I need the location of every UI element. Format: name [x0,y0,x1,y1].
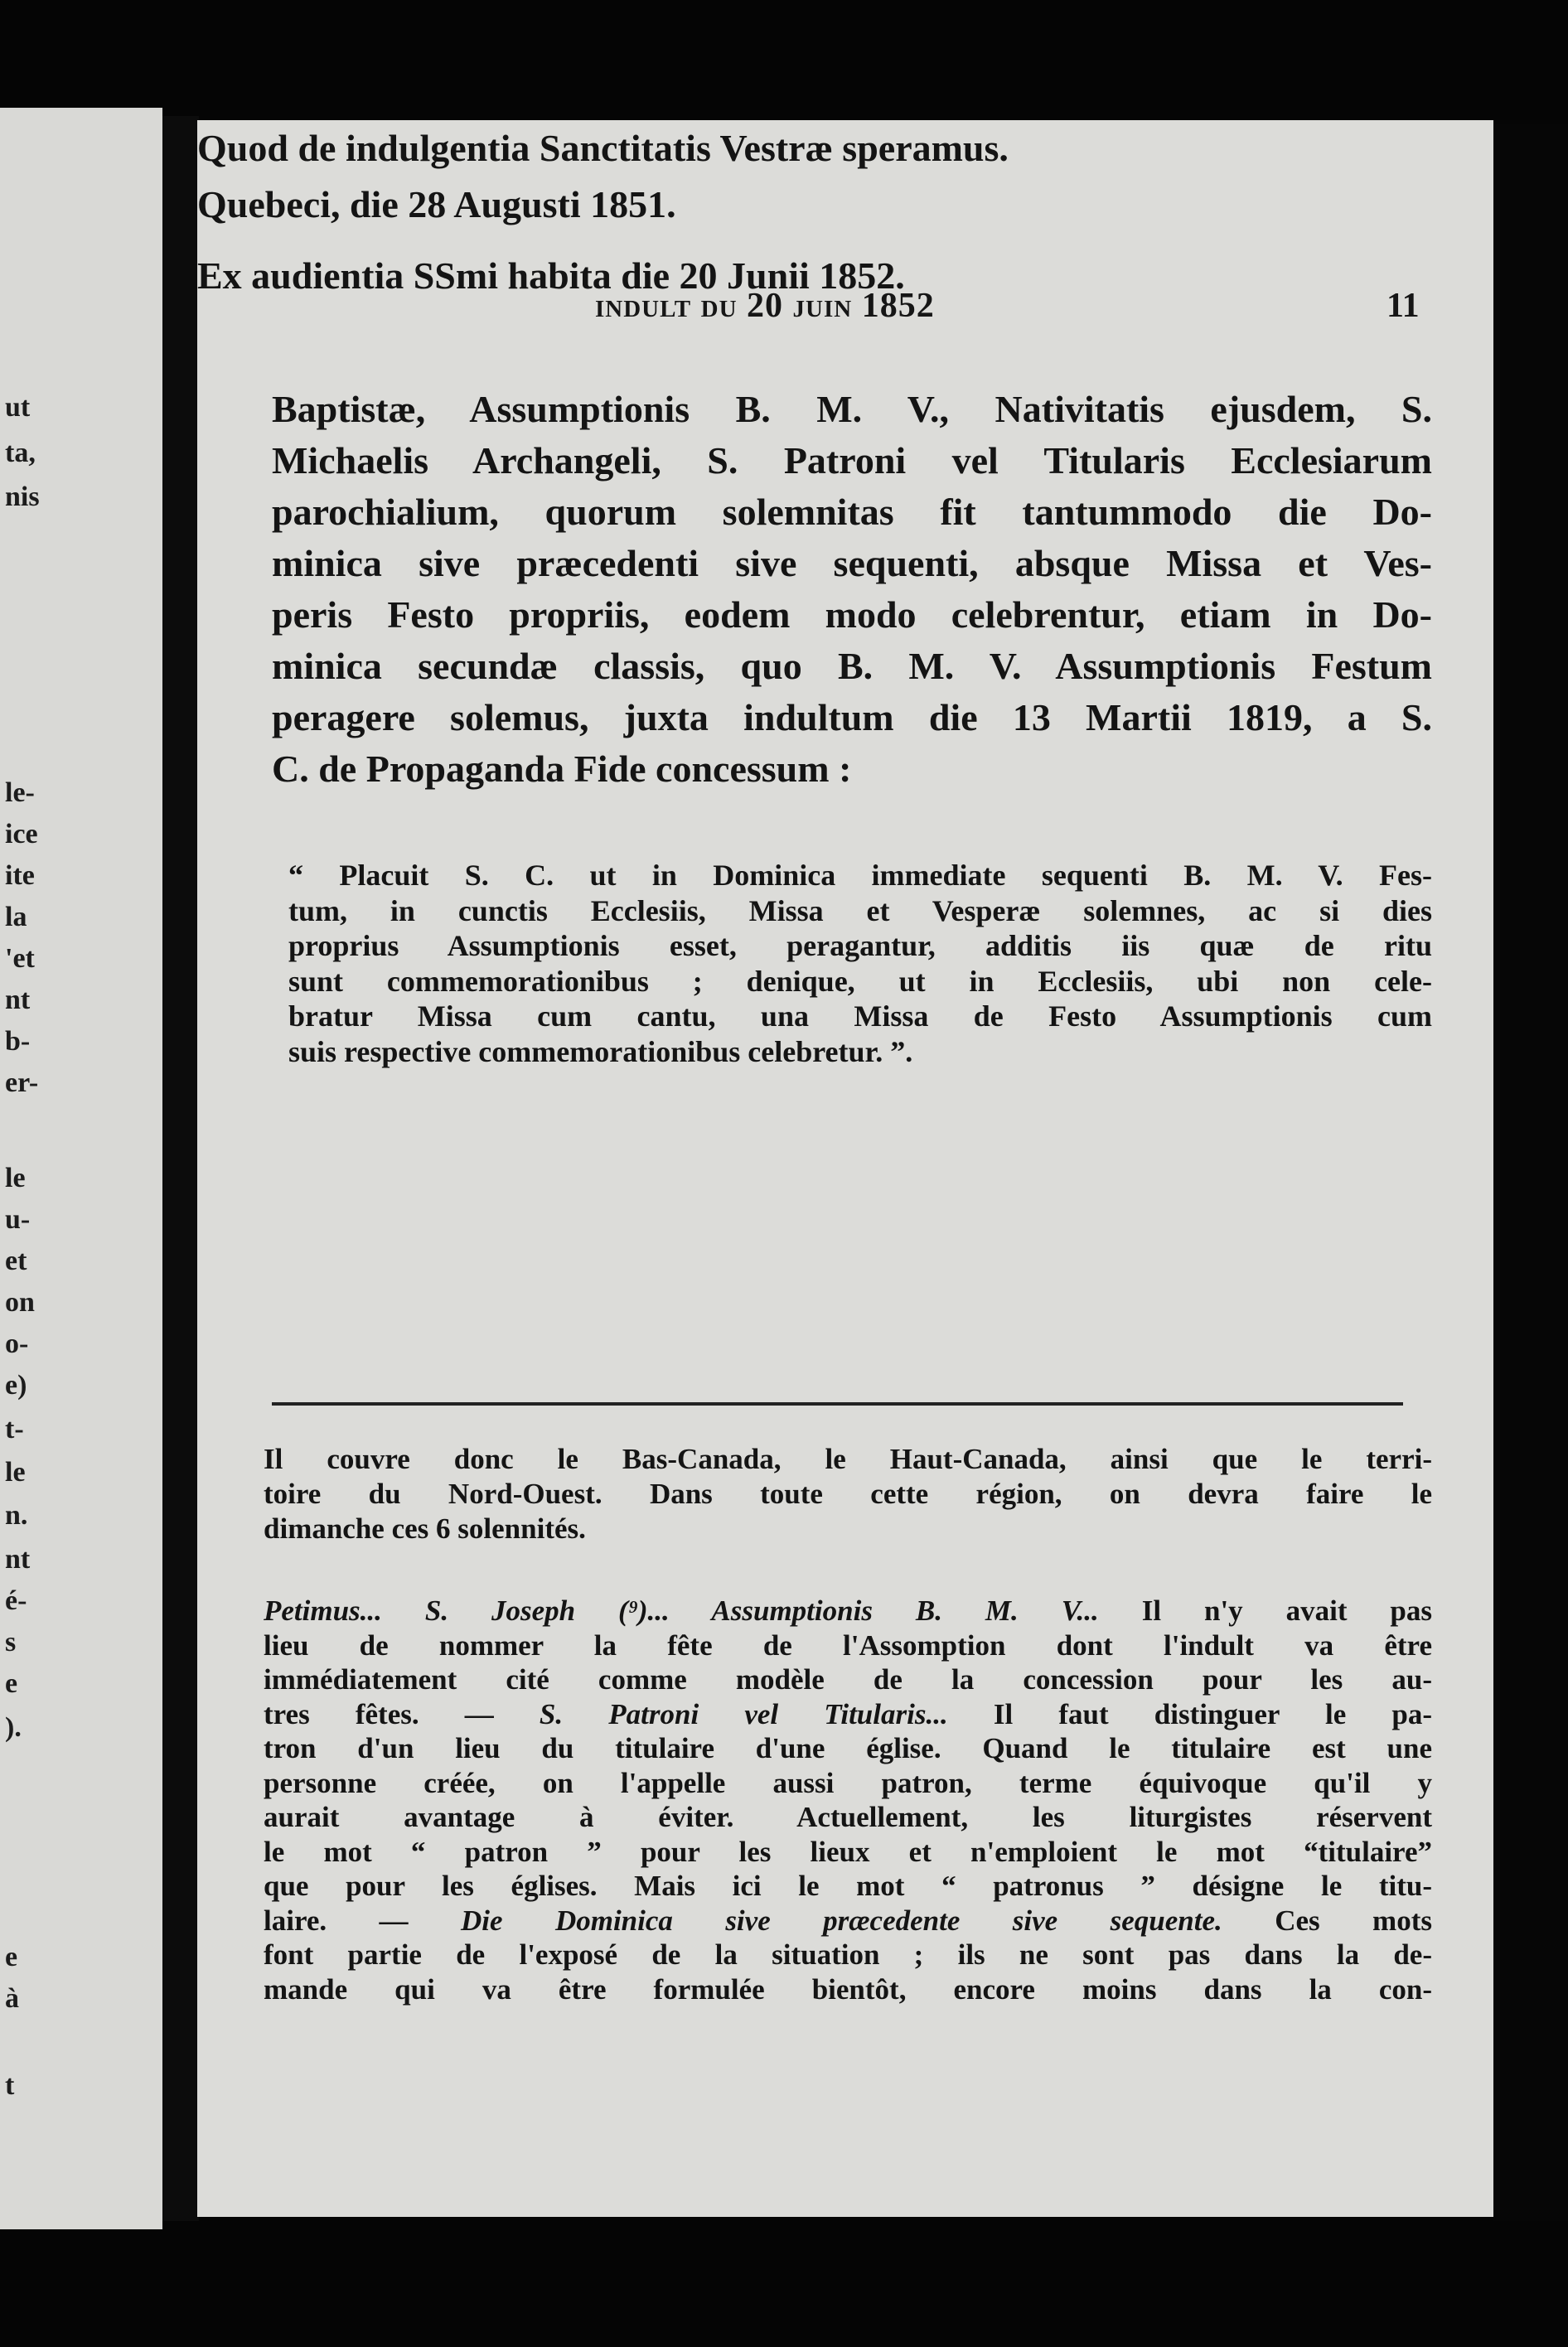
commentary-paragraph-1 [264,1442,1432,1546]
prev-fragment: e [5,1668,18,1699]
quote-line: proprius Assumptionis esset, peragantur, additis iis quæ de ritu [288,929,1432,962]
prev-fragment: 'et [5,943,35,974]
note-italic: S. Patroni vel Titularis... [539,1697,948,1730]
note-line: lieu de nommer la fête de l'Assomption dont l'indult va être [264,1628,1432,1662]
prev-fragment: le [5,1457,26,1488]
running-head [595,286,935,326]
note-line: dimanche ces 6 solennités. [264,1512,586,1545]
running-head-day: 20 [747,287,784,325]
quote-line: sunt commemorationibus ; denique, ut in Ecclesiis, ubi non cele- [288,964,1432,998]
book-gutter [162,116,199,2221]
note-line: font partie de l'exposé de la situation ; ils ne sont pas dans la de- [264,1938,1432,1971]
text-line: minica secundæ classis, quo B. M. V. Assumptionis Festum [272,645,1432,687]
note-line: que pour les églises. Mais ici le mot “ patronus ” désigne le titu- [264,1870,1432,1902]
closing-line: Quod de indulgentia Sanctitatis Vestræ speramus. [197,127,1009,169]
quote-line: suis respective commemorationibus celebretur. ”. [288,1034,913,1068]
text-line: Baptistæ, Assumptionis B. M. V., Nativitatis ejusdem, S. [272,388,1432,430]
footnote-divider [272,1402,1403,1406]
prev-fragment: ut [5,392,31,423]
running-head-text: indult du [595,287,738,325]
text-line: Michaelis Archangeli, S. Patroni vel Titularis Ecclesiarum [272,439,1432,481]
note-line: Il couvre donc le Bas-Canada, le Haut-Canada, ainsi que le terri- [264,1443,1432,1475]
quote-line: bratur Missa cum cantu, una Missa de Festo Assumptionis cum [288,999,1432,1033]
closing-line: Quebeci, die 28 Augusti 1851. [197,183,676,225]
quote-line: tum, in cunctis Ecclesiis, Missa et Vesperæ solemnes, ac si dies [288,893,1432,927]
note-text: tres fêtes. — [264,1697,540,1730]
text-line: peragere solemus, juxta indultum die 13 Martii 1819, a S. [272,696,1432,738]
prev-fragment: er- [5,1067,39,1098]
note-line: aurait avantage à éviter. Actuellement, les liturgistes réservent [264,1801,1432,1833]
note-text: Il n'y avait pas [1098,1595,1432,1627]
main-paragraph [272,384,1432,795]
prev-fragment: o- [5,1328,29,1359]
prev-fragment: s [5,1627,17,1657]
commentary-paragraph-2 [264,1594,1432,2006]
prev-fragment: t- [5,1414,24,1444]
note-line [264,1697,1432,1732]
quote-line: “ Placuit S. C. ut in Dominica immediate sequenti B. M. V. Fes- [288,859,1432,892]
prev-fragment: et [5,1246,27,1276]
note-italic: Petimus... S. Joseph (⁹)... Assumptionis B. M. V... [264,1595,1099,1627]
note-text: Ces mots [1222,1904,1432,1937]
note-italic: Die Dominica sive præcedente sive sequente. [460,1904,1222,1937]
note-line: immédiatement cité comme modèle de la concession pour les au- [264,1663,1432,1696]
prev-fragment: ). [5,1712,22,1743]
prev-fragment: on [5,1287,35,1318]
prev-fragment: u- [5,1204,31,1235]
note-line: mande qui va être formulée bientôt, encore moins dans la con- [264,1972,1432,2006]
running-head-month: juin [792,287,853,325]
note-line: le mot “ patron ” pour les lieux et n'emploient le mot “titulaire” [264,1835,1432,1868]
prev-fragment: b- [5,1026,31,1057]
prev-fragment: ta, [5,438,36,468]
text-line: peris Festo propriis, eodem modo celebrentur, etiam in Do- [272,593,1432,636]
prev-fragment: le [5,1163,26,1193]
text-line: C. de Propaganda Fide concessum : [272,748,852,790]
closing-lines [197,120,1493,304]
previous-page-edge [0,108,162,2229]
quoted-decree [288,858,1432,1069]
prev-fragment: e) [5,1370,27,1401]
prev-fragment: ice [5,819,38,849]
text-line: minica sive præcedenti sive sequenti, absque Missa et Ves- [272,542,1432,584]
prev-fragment: nt [5,1544,31,1575]
prev-fragment: e [5,1942,18,1972]
closing-line: Ex audientia SSmi habita die 20 Junii 1852. [197,254,905,297]
prev-fragment: n. [5,1500,28,1531]
prev-fragment: t [5,2070,15,2101]
prev-fragment: é- [5,1585,27,1616]
prev-fragment: nis [5,481,40,512]
prev-fragment: le- [5,777,35,808]
note-line [264,1904,1432,1938]
prev-fragment: à [5,1983,19,2014]
prev-fragment: ite [5,860,35,891]
prev-fragment: la [5,902,27,932]
book-page [197,120,1493,2217]
text-line: parochialium, quorum solemnitas fit tantummodo die Do- [272,491,1432,533]
note-line [264,1594,1432,1628]
note-text: Il faut distinguer le pa- [947,1697,1432,1730]
note-text: laire. — [264,1904,461,1937]
note-line: toire du Nord-Ouest. Dans toute cette région, on devra faire le [264,1478,1432,1510]
note-line: personne créée, on l'appelle aussi patron, terme équivoque qu'il y [264,1766,1432,1799]
scan-border [1493,124,1568,2221]
running-head-year: 1852 [861,287,935,325]
prev-fragment: nt [5,985,31,1015]
note-line: tron d'un lieu du titulaire d'une église. Quand le titulaire est une [264,1732,1432,1764]
page-number: 11 [1387,287,1420,325]
